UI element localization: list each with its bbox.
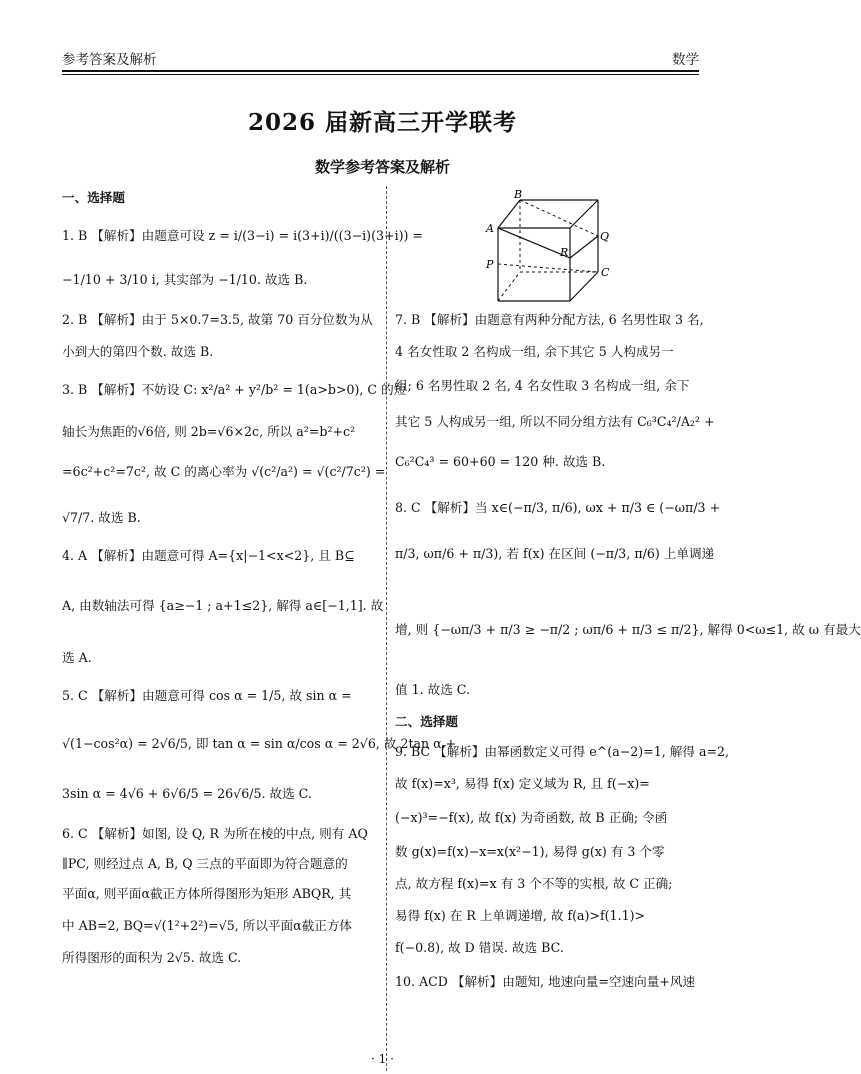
label-a: A — [486, 222, 494, 235]
cube-figure — [478, 186, 628, 308]
text-line: 值 1. 故选 C. — [395, 682, 470, 697]
header-rule — [62, 70, 699, 72]
label-c: C — [601, 266, 610, 279]
text-line: 10. ACD 【解析】由题知, 地速向量=空速向量+风速 — [395, 974, 696, 989]
column-divider — [386, 186, 387, 1071]
page-header — [62, 48, 699, 70]
text-line: ∥PC, 则经过点 A, B, Q 三点的平面即为符合题意的 — [62, 856, 348, 871]
header-rule-thin — [62, 74, 699, 75]
text-line: 易得 f(x) 在 R 上单调递增, 故 f(a)>f(1.1)> — [395, 908, 646, 923]
text-line: √7/7. 故选 B. — [62, 510, 141, 525]
text-line: 选 A. — [62, 650, 92, 665]
section-heading: 一、选择题 — [62, 190, 125, 205]
text-line: 轴长为焦距的√6倍, 则 2b=√6×2c, 所以 a²=b²+c² — [62, 424, 356, 439]
text-line: f(−0.8), 故 D 错误. 故选 BC. — [395, 940, 564, 955]
text-line: C₆²C₄³ = 60+60 = 120 种. 故选 B. — [395, 454, 606, 469]
text-line: 9. BC 【解析】由幂函数定义可得 e^(a−2)=1, 解得 a=2, — [395, 744, 730, 759]
text-line: 平面α, 则平面α截正方体所得图形为矩形 ABQR, 其 — [62, 886, 352, 901]
text-line: 数 g(x)=f(x)−x=x(x²−1), 易得 g(x) 有 3 个零 — [395, 844, 665, 859]
text-line: 组; 6 名男性取 2 名, 4 名女性取 3 名构成一组, 余下 — [395, 378, 690, 393]
text-line: 8. C 【解析】当 x∈(−π/3, π/6), ωx + π/3 ∈ (−ωπ/3 + — [395, 500, 721, 515]
text-line: 中 AB=2, BQ=√(1²+2²)=√5, 所以平面α截正方体 — [62, 918, 353, 933]
text-line: 增, 则 {−ωπ/3 + π/3 ≥ −π/2 ; ωπ/6 + π/3 ≤ π/2}, 解得 0<ω≤1, 故 ω 有最大 — [395, 622, 861, 637]
text-line: 6. C 【解析】如图, 设 Q, R 为所在棱的中点, 则有 AQ — [62, 826, 368, 841]
text-line: 4 名女性取 2 名构成一组, 余下其它 5 人构成另一 — [395, 344, 674, 359]
page-subtitle: 数学参考答案及解析 — [314, 158, 450, 176]
section-heading: 二、选择题 — [395, 714, 458, 729]
text-line: 3. B 【解析】不妨设 C: x²/a² + y²/b² = 1(a>b>0), C 的短 — [62, 382, 407, 397]
page-number: · 1 · — [371, 1052, 394, 1066]
text-line: π/3, ωπ/6 + π/3), 若 f(x) 在区间 (−π/3, π/6) 上单调递 — [395, 546, 715, 561]
text-line: 4. A 【解析】由题意可得 A={x|−1<x<2}, 且 B⊆ — [62, 548, 355, 563]
text-line: −1/10 + 3/10 i, 其实部为 −1/10. 故选 B. — [62, 272, 308, 287]
label-p: P — [486, 258, 494, 271]
text-line: √(1−cos²α) = 2√6/5, 即 tan α = sin α/cos α = 2√6, 故 2tan α + — [62, 736, 457, 751]
text-line: 2. B 【解析】由于 5×0.7=3.5, 故第 70 百分位数为从 — [62, 312, 373, 327]
text-line: 其它 5 人构成另一组, 所以不同分组方法有 C₆³C₄²/A₂² + — [395, 414, 715, 429]
text-line: 5. C 【解析】由题意可得 cos α = 1/5, 故 sin α = — [62, 688, 352, 703]
label-q: Q — [600, 230, 610, 243]
header-left: 参考答案及解析 — [62, 52, 157, 68]
label-r: R — [560, 246, 569, 259]
text-line: (−x)³=−f(x), 故 f(x) 为奇函数, 故 B 正确; 令函 — [395, 810, 668, 825]
page-title: 2026 届新高三开学联考 — [247, 109, 518, 136]
text-line: 故 f(x)=x³, 易得 f(x) 定义域为 R, 且 f(−x)= — [395, 776, 650, 791]
text-line: 小到大的第四个数. 故选 B. — [62, 344, 214, 359]
text-line: 点, 故方程 f(x)=x 有 3 个不等的实根, 故 C 正确; — [395, 876, 673, 891]
text-line: =6c²+c²=7c², 故 C 的离心率为 √(c²/a²) = √(c²/7c²) = — [62, 464, 386, 479]
header-right: 数学 — [672, 52, 699, 68]
text-line: A, 由数轴法可得 {a≥−1 ; a+1≤2}, 解得 a∈[−1,1]. 故 — [62, 598, 384, 613]
label-b: B — [514, 188, 523, 201]
text-line: 1. B 【解析】由题意可设 z = i/(3−i) = i(3+i)/((3−i)(3+i)) = — [62, 228, 423, 243]
text-line: 7. B 【解析】由题意有两种分配方法, 6 名男性取 3 名, — [395, 312, 704, 327]
text-line: 3sin α = 4√6 + 6√6/5 = 26√6/5. 故选 C. — [62, 786, 312, 801]
text-line: 所得图形的面积为 2√5. 故选 C. — [62, 950, 242, 965]
